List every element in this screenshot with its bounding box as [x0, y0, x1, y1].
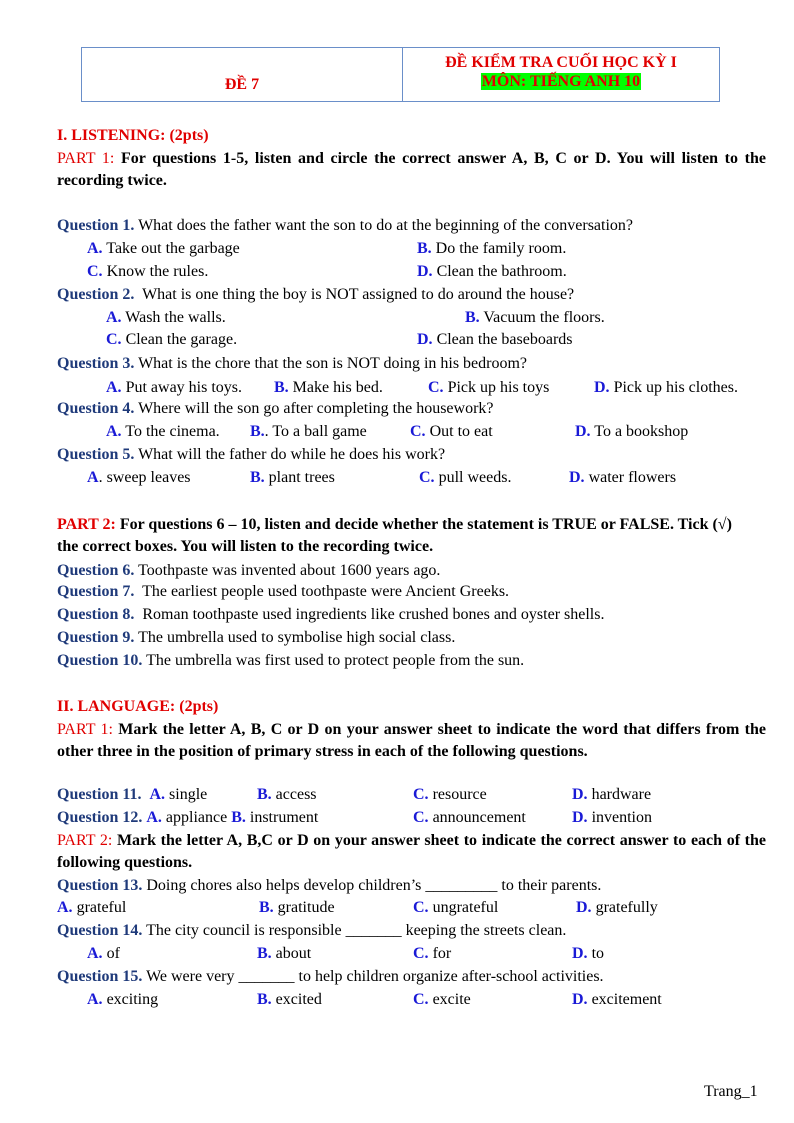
question-1 [57, 216, 633, 236]
part-instructions: For questions 6 – 10, listen and decide whether the statement is TRUE or FALSE. Tick (√) the correct boxes. You will listen to the recording twice. [57, 516, 732, 555]
q12-option-d[interactable]: D. invention [572, 809, 652, 826]
question-label: Question 1. [57, 217, 135, 234]
part-label: PART 1 [57, 150, 110, 167]
q2-option-d[interactable]: D. Clean the baseboards [417, 331, 573, 348]
part-label: PART 2: [57, 516, 116, 533]
q15-option-a[interactable]: A. exciting [87, 991, 159, 1008]
question-12: Question 12. A. appliance B. instrument [57, 809, 319, 826]
q15-option-b[interactable]: B. excited [257, 991, 322, 1008]
question-9: Question 9. The umbrella used to symbolise high social class. [57, 629, 456, 646]
q2-option-a[interactable]: A. Wash the walls. [106, 309, 226, 326]
part-instructions: Mark the letter A, B,C or D on your answer sheet to indicate the correct answer to each of the following questions. [57, 832, 766, 871]
q4-option-c[interactable]: C. Out to eat [410, 423, 493, 440]
question-8: Question 8. Roman toothpaste used ingredients like crushed bones and oyster shells. [57, 606, 605, 623]
question-text: What does the father want the son to do at the beginning of the conversation? [138, 217, 634, 234]
q11-option-d[interactable]: D. hardware [572, 786, 652, 803]
question-label: Question 3. [57, 355, 135, 372]
question-6: Question 6. Toothpaste was invented about 1600 years ago. [57, 562, 441, 579]
q3-option-b[interactable]: B. Make his bed. [274, 379, 383, 396]
q3-option-c[interactable]: C. Pick up his toys [428, 379, 550, 396]
q11-option-c[interactable]: C. resource [413, 786, 487, 803]
question-text: What is one thing the boy is NOT assigned to do around the house? [142, 286, 575, 303]
q13-option-d[interactable]: D. gratefully [576, 899, 658, 916]
question-text: What is the chore that the son is NOT doing in his bedroom? [138, 355, 528, 372]
q4-option-a[interactable]: A. To the cinema. [106, 423, 220, 440]
q2-option-c[interactable]: C. Clean the garage. [106, 331, 238, 348]
q14-option-d[interactable]: D. to [572, 945, 605, 962]
q14-option-b[interactable]: B. about [257, 945, 312, 962]
question-label: Question 2. [57, 286, 135, 303]
section-2-part-2-instructions: PART 2: Mark the letter A, B,C or D on your answer sheet to indicate the correct answer to each of the following questions. [57, 832, 766, 871]
q13-option-a[interactable]: A. grateful [57, 899, 127, 916]
question-text: Where will the son go after completing the housework? [138, 400, 494, 417]
q5-option-a[interactable]: A. sweep leaves [87, 469, 191, 486]
exam-number: ĐỀ 7 [224, 76, 260, 93]
section-1-part-2-instructions [57, 514, 757, 558]
q13-option-b[interactable]: B. gratitude [259, 899, 335, 916]
question-10: Question 10. The umbrella was first used to protect people from the sun. [57, 652, 525, 669]
q12-option-c[interactable]: C. announcement [413, 809, 526, 826]
part-instructions: For questions 1-5, listen and circle the correct answer A, B, C or D. You will listen to the recording twice. [57, 150, 767, 189]
q5-option-b[interactable]: B. plant trees [250, 469, 335, 486]
question-11: Question 11. A. single [57, 786, 208, 803]
section-1-heading: I. LISTENING: (2pts) [57, 127, 209, 144]
question-7: Question 7. The earliest people used toothpaste were Ancient Greeks. [57, 583, 510, 600]
q3-option-d[interactable]: D. Pick up his clothes. [594, 379, 738, 396]
header-left-cell [82, 48, 403, 101]
question-3 [57, 354, 527, 374]
question-label: Question 4. [57, 400, 135, 417]
q3-option-a[interactable]: A. Put away his toys. [106, 379, 243, 396]
q4-option-b[interactable]: B.. To a ball game [250, 423, 367, 440]
q2-option-b[interactable]: B. Vacuum the floors. [465, 309, 605, 326]
section-1-part-1-instructions: PART 1: For questions 1-5, listen and circle the correct answer A, B, C or D. You will listen to the recording twice. [57, 150, 767, 189]
question-2 [57, 285, 574, 305]
question-4 [57, 399, 494, 419]
q1-option-c[interactable]: C. Know the rules. [87, 263, 209, 280]
q15-option-c[interactable]: C. excite [413, 991, 471, 1008]
section-2-part-1-instructions: PART 1: Mark the letter A, B, C or D on your answer sheet to indicate the word that differs from the other three in the position of primary stress in each of the following questions. [57, 721, 767, 760]
question-text: What will the father do while he does his work? [138, 446, 446, 463]
question-15: Question 15. We were very _______ to help children organize after-school activities. [57, 968, 604, 985]
exam-title: ĐỀ KIỂM TRA CUỐI HỌC KỲ I [445, 54, 677, 71]
question-14: Question 14. The city council is responsible _______ keeping the streets clean. [57, 922, 567, 939]
q5-option-d[interactable]: D. water flowers [569, 469, 677, 486]
question-5 [57, 445, 445, 465]
page-number: Trang_1 [704, 1083, 758, 1100]
q1-option-a[interactable]: A. Take out the garbage [87, 240, 240, 257]
q14-option-a[interactable]: A. of [87, 945, 120, 962]
question-label: Question 5. [57, 446, 135, 463]
part-label: PART 2 [57, 832, 108, 849]
q1-option-b[interactable]: B. Do the family room. [417, 240, 567, 257]
q13-option-c[interactable]: C. ungrateful [413, 899, 499, 916]
part-label: PART 1 [57, 721, 109, 738]
subject-title: MÔN: TIẾNG ANH 10 [481, 73, 641, 90]
q5-option-c[interactable]: C. pull weeds. [419, 469, 512, 486]
part-instructions: Mark the letter A, B, C or D on your answer sheet to indicate the word that differs from the other three in the position of primary stress in each of the following questions. [57, 721, 767, 760]
header-table [81, 47, 720, 102]
section-2-heading: II. LANGUAGE: (2pts) [57, 698, 219, 715]
q4-option-d[interactable]: D. To a bookshop [575, 423, 689, 440]
header-right-cell [403, 48, 719, 101]
q1-option-d[interactable]: D. Clean the bathroom. [417, 263, 567, 280]
q14-option-c[interactable]: C. for [413, 945, 452, 962]
q15-option-d[interactable]: D. excitement [572, 991, 662, 1008]
q11-option-b[interactable]: B. access [257, 786, 317, 803]
question-13: Question 13. Doing chores also helps develop children’s _________ to their parents. [57, 877, 602, 894]
